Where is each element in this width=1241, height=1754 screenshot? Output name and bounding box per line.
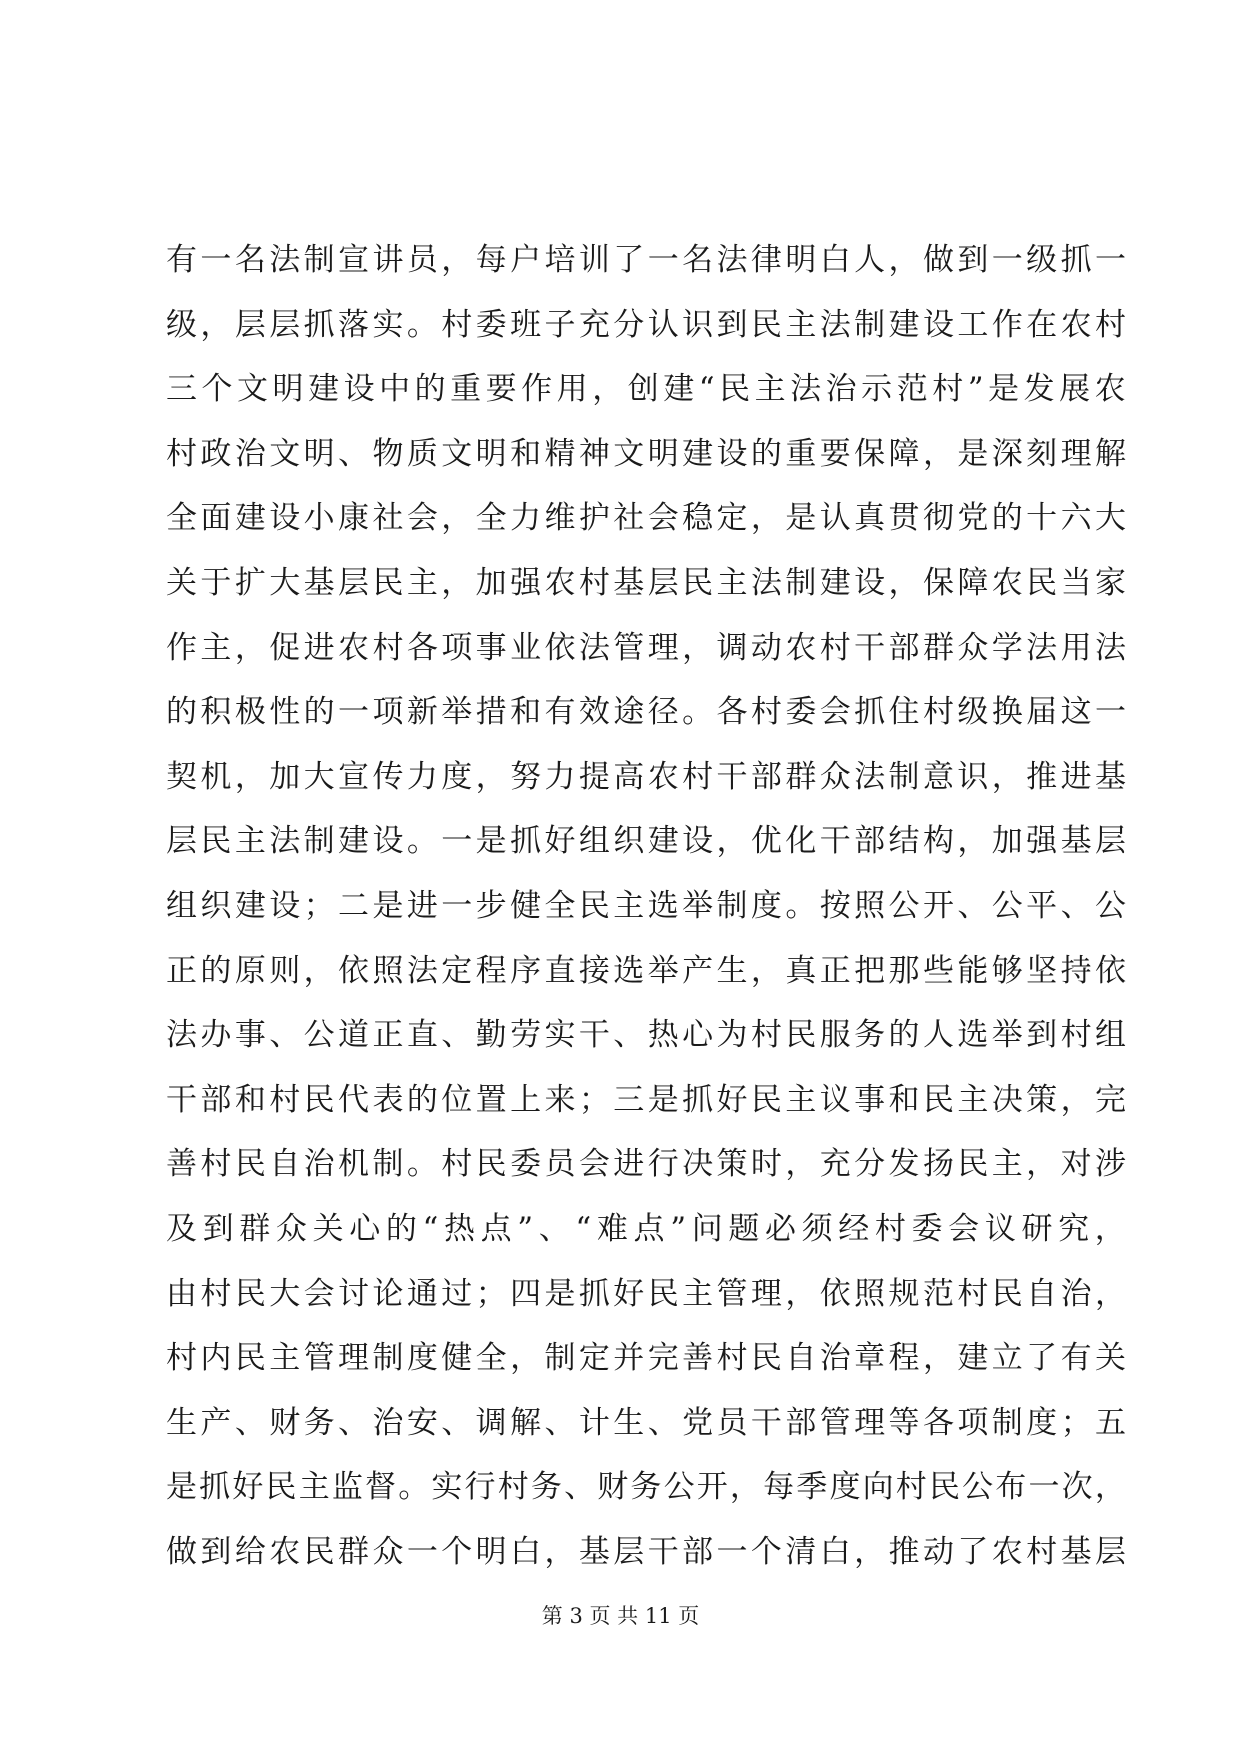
text-line: 法 办 事 、 公 道 正 直 、 勤 劳 实 干 、 热 心 为 村 民 服 务 的 人 选 举 到 村 组: [166, 1017, 1126, 1054]
text-line: 作 主 ， 促 进 农 村 各 项 事 业 依 法 管 理 ， 调 动 农 村 干 部 群 众 学 法 用 法: [166, 629, 1126, 666]
text-line: 级 ， 层 层 抓 落 实 。 村 委 班 子 充 分 认 识 到 民 主 法 制 建 设 工 作 在 农 村: [166, 306, 1126, 343]
body-text: [166, 228, 1126, 1584]
text-line: 村 内 民 主 管 理 制 度 健 全 ， 制 定 并 完 善 村 民 自 治 章 程 ， 建 立 了 有 关: [166, 1340, 1126, 1377]
text-line: 层 民 主 法 制 建 设 。 一 是 抓 好 组 织 建 设 ， 优 化 干 部 结 构 ， 加 强 基 层: [166, 823, 1126, 860]
text-line: 是 抓 好 民 主 监 督 。 实 行 村 务 、 财 务 公 开 ， 每 季 度 向 村 民 公 布 一 次 ，: [166, 1469, 1126, 1506]
text-line: 的 积 极 性 的 一 项 新 举 措 和 有 效 途 径 。 各 村 委 会 抓 住 村 级 换 届 这 一: [166, 694, 1126, 731]
text-line: 关 于 扩 大 基 层 民 主 ， 加 强 农 村 基 层 民 主 法 制 建 设 ， 保 障 农 民 当 家: [166, 564, 1126, 601]
text-line: 正 的 原 则 ， 依 照 法 定 程 序 直 接 选 举 产 生 ， 真 正 把 那 些 能 够 坚 持 依: [166, 952, 1126, 989]
text-line: 善 村 民 自 治 机 制 。 村 民 委 员 会 进 行 决 策 时 ， 充 分 发 扬 民 主 ， 对 涉: [166, 1146, 1126, 1183]
text-line: 三 个 文 明 建 设 中 的 重 要 作 用 ， 创 建 “ 民 主 法 治 示 范 村 ” 是 发 展 农: [166, 371, 1126, 408]
text-line: 组 织 建 设 ； 二 是 进 一 步 健 全 民 主 选 举 制 度 。 按 照 公 开 、 公 平 、 公: [166, 887, 1126, 924]
text-line: 村 政 治 文 明 、 物 质 文 明 和 精 神 文 明 建 设 的 重 要 保 障 ， 是 深 刻 理 解: [166, 435, 1126, 472]
text-line: 干 部 和 村 民 代 表 的 位 置 上 来 ； 三 是 抓 好 民 主 议 事 和 民 主 决 策 ， 完: [166, 1081, 1126, 1118]
text-line: 由 村 民 大 会 讨 论 通 过 ； 四 是 抓 好 民 主 管 理 ， 依 照 规 范 村 民 自 治 ，: [166, 1275, 1126, 1312]
text-line: 契 机 ， 加 大 宣 传 力 度 ， 努 力 提 高 农 村 干 部 群 众 法 制 意 识 ， 推 进 基: [166, 758, 1126, 795]
text-line: 全 面 建 设 小 康 社 会 ， 全 力 维 护 社 会 稳 定 ， 是 认 真 贯 彻 党 的 十 六 大: [166, 500, 1126, 537]
text-line: 有 一 名 法 制 宣 讲 员 ， 每 户 培 训 了 一 名 法 律 明 白 人 ， 做 到 一 级 抓 一: [166, 242, 1126, 278]
page-number-footer: 第 3 页 共 11 页: [541, 1604, 700, 1628]
text-line: 及 到 群 众 关 心 的 “ 热 点 ” 、 “ 难 点 ” 问 题 必 须 经 村 委 会 议 研 究 ，: [166, 1210, 1126, 1247]
text-line: 做 到 给 农 民 群 众 一 个 明 白 ， 基 层 干 部 一 个 清 白 ， 推 动 了 农 村 基 层: [166, 1533, 1126, 1570]
text-line: 生 产 、 财 务 、 治 安 、 调 解 、 计 生 、 党 员 干 部 管 理 等 各 项 制 度 ； 五: [166, 1404, 1126, 1441]
